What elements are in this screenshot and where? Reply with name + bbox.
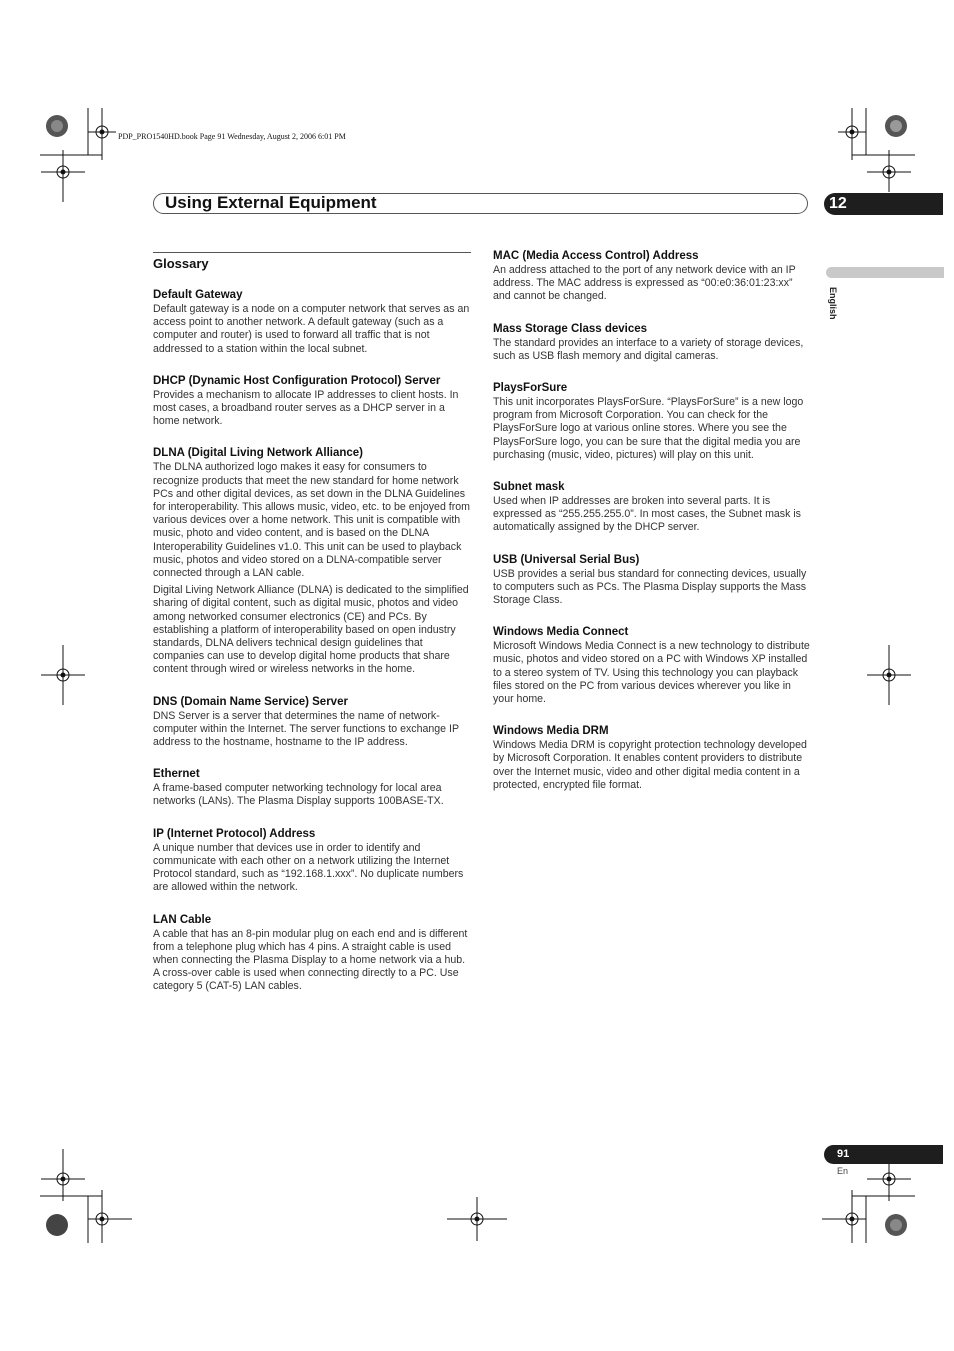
glossary-definition: This unit incorporates PlaysForSure. “PlaysForSure” is a new logo program from Microsoft Corporation. You can check for the PlaysForSure logo at various online stores. Where you see the PlaysForSure logo, you can be sure that the digital media you are purchasing (music, video, pictures) will play on this unit. <box>493 396 804 461</box>
glossary-term: Mass Storage Class devices <box>493 322 648 335</box>
glossary-entry <box>493 249 810 304</box>
glossary-term: Ethernet <box>153 768 200 781</box>
glossary-entry <box>153 767 471 808</box>
glossary-definition: A cable that has an 8-pin modular plug on each end and is different from a telephone plug which has 4 pins. A straight cable is used when connecting the Plasma Display to a home network via a hub. A cross-over cable is used when connecting directly to a PC. Use category 5 (CAT-5) LAN cables. <box>153 927 468 993</box>
glossary-entry <box>153 446 471 676</box>
glossary-definition: The DLNA authorized logo makes it easy for consumers to recognize products that meet the new standard for home network PCs and other digital devices, as set down in the DLNA Guidelines for interoperability. This allows music, video, etc. to be enjoyed from various devices over a home network. This unit is compatible with music, photo and video content, and is based on the DLNA Interoperability Guidelines v1.0. This unit can be used to playback music, photos and video stored on a DLNA-compatible server connected through a LAN cable. <box>153 461 470 580</box>
glossary-definition: USB provides a serial bus standard for connecting devices, usually to computers such as PCs. The Plasma Display supports the Mass Storage Class. <box>493 567 807 607</box>
page-language: En <box>837 1166 849 1176</box>
glossary-term: PlaysForSure <box>493 382 568 395</box>
glossary-entry <box>493 625 810 706</box>
section-title-bar <box>153 193 808 214</box>
glossary-entry <box>153 374 471 429</box>
glossary-entry <box>153 695 471 750</box>
page-number: 91 <box>824 1145 943 1164</box>
glossary-term: Windows Media DRM <box>493 725 609 738</box>
glossary-definition: Used when IP addresses are broken into several parts. It is expressed as “255.255.255.0”. In most cases, the Subnet mask is automatically assigned by the DHCP server. <box>493 495 801 534</box>
language-tab-bar <box>826 267 944 278</box>
glossary-entry <box>493 724 810 792</box>
language-tab-label: English <box>828 287 838 320</box>
glossary-entry <box>493 381 810 462</box>
glossary-term: USB (Universal Serial Bus) <box>493 553 640 566</box>
glossary-definition: DNS Server is a server that determines the name of network-computer within the Internet. The server functions to exchange IP address to the hostname, hostname to the IP address. <box>153 709 459 749</box>
file-header: PDP_PRO1540HD.book Page 91 Wednesday, August 2, 2006 6:01 PM <box>118 132 346 141</box>
glossary-entry <box>153 913 471 994</box>
glossary-entry <box>153 827 471 895</box>
glossary-entry <box>493 553 810 608</box>
glossary-term: DHCP (Dynamic Host Configuration Protocol) Server <box>153 374 441 387</box>
left-column <box>153 252 471 1012</box>
glossary-definition: Windows Media DRM is copyright protection technology developed by Microsoft Corporation. It enables content providers to distribute over the Internet music, video and other digital media content in a protected, encrypted file format. <box>493 739 807 791</box>
glossary-term: Windows Media Connect <box>493 626 629 639</box>
glossary-title: Glossary <box>153 256 209 271</box>
glossary-definition: The standard provides an interface to a variety of storage devices, such as USB flash memory and digital cameras. <box>493 336 804 362</box>
glossary-entry <box>493 480 810 535</box>
glossary-term: DLNA (Digital Living Network Alliance) <box>153 447 363 460</box>
chapter-number: 12 <box>824 193 943 215</box>
glossary-term: Subnet mask <box>493 481 565 494</box>
right-entries <box>493 249 810 792</box>
section-title: Using External Equipment <box>165 193 377 212</box>
right-column <box>493 249 810 810</box>
glossary-term: IP (Internet Protocol) Address <box>153 827 316 840</box>
language-tab <box>826 287 846 337</box>
glossary-term: DNS (Domain Name Service) Server <box>153 695 348 708</box>
glossary-definition: Default gateway is a node on a computer network that serves as an access point to another network. A default gateway (such as a computer and router) is used to forward all traffic that is not addressed to a station within the local subnet. <box>153 303 470 355</box>
glossary-entry <box>153 288 471 356</box>
glossary-entry <box>493 322 810 363</box>
glossary-term: Default Gateway <box>153 289 243 301</box>
glossary-term: MAC (Media Access Control) Address <box>493 250 699 262</box>
glossary-definition: A unique number that devices use in order to identify and communicate with each other on a network utilizing the Internet Protocol standard, such as “192.168.1.xxx”. No duplicate numbers are allowed within the network. <box>153 841 464 894</box>
glossary-rule <box>153 252 471 253</box>
glossary-term: LAN Cable <box>153 913 212 926</box>
glossary-definition: An address attached to the port of any network device with an IP address. The MAC address is expressed as “00:e0:36:01:23:xx” and cannot be changed. <box>493 264 796 303</box>
glossary-definition: A frame-based computer networking technology for local area networks (LANs). The Plasma Display supports 100BASE-TX. <box>153 782 444 808</box>
glossary-definition: Provides a mechanism to allocate IP addresses to client hosts. In most cases, a broadband router serves as a DHCP server in a home network. <box>153 388 459 428</box>
glossary-definition: Microsoft Windows Media Connect is a new technology to distribute music, photos and video stored on a PC with Windows XP installed to a stereo system of TV. Using this technology you can playback files stored on the PC from various devices wherever you like in your home. <box>493 640 810 706</box>
left-entries <box>153 288 471 994</box>
glossary-definition: Digital Living Network Alliance (DLNA) is dedicated to the simplified sharing of digital content, such as digital music, photos and video among networked consumer electronics (CE) and PCs. By establishing a platform of interoperability based on open industry standards, DLNA delivers technical design guidelines that companies can use to develop digital home products that share content through wired or wireless networks in the home. <box>153 584 469 676</box>
